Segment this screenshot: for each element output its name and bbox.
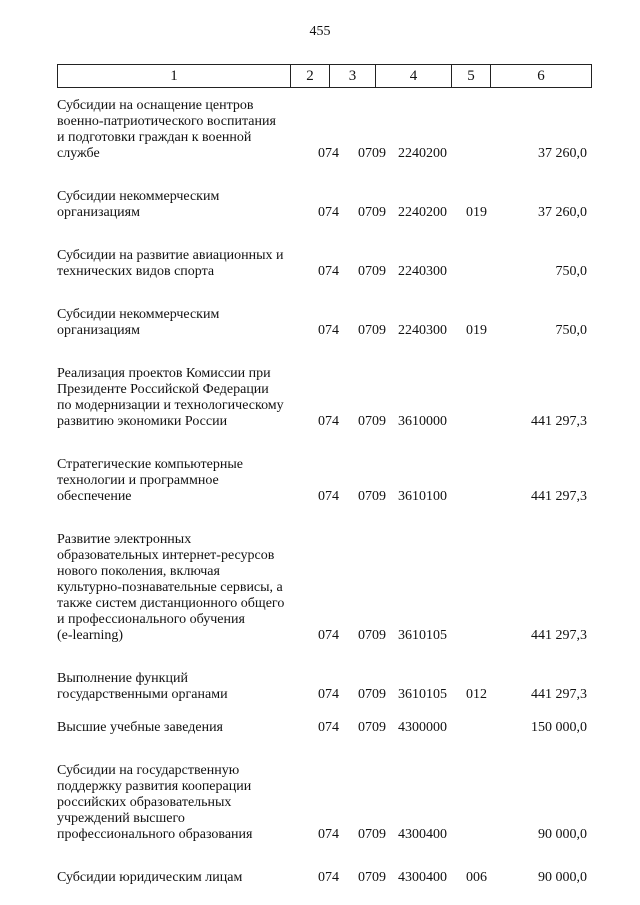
amount: 150 000,0 (531, 720, 587, 735)
description-line: по модернизации и технологическому (57, 398, 284, 413)
ministry-code: 074 (318, 827, 339, 842)
description-line: поддержку развития кооперации (57, 779, 252, 794)
row-description (57, 98, 289, 162)
section-code: 0709 (358, 323, 386, 338)
target-article-code: 3610105 (398, 687, 447, 702)
table-row (57, 457, 587, 505)
row-description (57, 720, 289, 736)
description-line: учреждений высшего (57, 811, 185, 826)
table-row (57, 248, 587, 280)
description-line: также систем дистанционного общего (57, 596, 285, 611)
row-description (57, 189, 289, 221)
page-number: 455 (309, 24, 331, 39)
ministry-code: 074 (318, 414, 339, 429)
amount: 441 297,3 (531, 687, 587, 702)
description-line: российских образовательных (57, 795, 232, 810)
column-header-5: 5 (452, 65, 491, 88)
expense-type-code: 019 (466, 323, 487, 338)
target-article-code: 2240300 (398, 323, 447, 338)
table-row (57, 189, 587, 221)
target-article-code: 2240300 (398, 264, 447, 279)
section-code: 0709 (358, 264, 386, 279)
column-header-4: 4 (376, 65, 452, 88)
description-line: Субсидии некоммерческим (57, 189, 220, 204)
row-description (57, 366, 289, 430)
ministry-code: 074 (318, 687, 339, 702)
ministry-code: 074 (318, 720, 339, 735)
section-code: 0709 (358, 628, 386, 643)
description-line: технологии и программное (57, 473, 219, 488)
description-line: Субсидии юридическим лицам (57, 870, 243, 885)
description-line: Стратегические компьютерные (57, 457, 243, 472)
amount: 90 000,0 (538, 870, 587, 885)
description-line: Президенте Российской Федерации (57, 382, 269, 397)
description-line: военно-патриотического воспитания (57, 114, 276, 129)
ministry-code: 074 (318, 870, 339, 885)
description-line: профессионального образования (57, 827, 253, 842)
amount: 441 297,3 (531, 628, 587, 643)
description-line: Реализация проектов Комиссии при (57, 366, 271, 381)
column-header-3: 3 (330, 65, 376, 88)
amount: 750,0 (555, 323, 587, 338)
ministry-code: 074 (318, 146, 339, 161)
ministry-code: 074 (318, 489, 339, 504)
description-line: государственными органами (57, 687, 228, 702)
row-description (57, 763, 289, 843)
amount: 37 260,0 (538, 146, 587, 161)
section-code: 0709 (358, 489, 386, 504)
amount: 37 260,0 (538, 205, 587, 220)
description-line: организациям (57, 205, 140, 220)
description-line: технических видов спорта (57, 264, 215, 279)
column-header-6: 6 (491, 65, 592, 88)
ministry-code: 074 (318, 628, 339, 643)
target-article-code: 4300000 (398, 720, 447, 735)
ministry-code: 074 (318, 205, 339, 220)
table-row (57, 532, 587, 644)
description-line: службе (57, 146, 100, 161)
section-code: 0709 (358, 687, 386, 702)
amount: 441 297,3 (531, 489, 587, 504)
description-line: и профессионального обучения (57, 612, 245, 627)
target-article-code: 4300400 (398, 870, 447, 885)
expense-type-code: 019 (466, 205, 487, 220)
target-article-code: 4300400 (398, 827, 447, 842)
description-line: Развитие электронных (57, 532, 192, 547)
target-article-code: 3610105 (398, 628, 447, 643)
section-code: 0709 (358, 146, 386, 161)
expense-type-code: 006 (466, 870, 487, 885)
row-description (57, 870, 289, 886)
description-line: организациям (57, 323, 140, 338)
description-line: Субсидии на развитие авиационных и (57, 248, 284, 263)
amount: 441 297,3 (531, 414, 587, 429)
table-row (57, 366, 587, 430)
row-description (57, 671, 289, 703)
budget-rows (57, 98, 587, 886)
column-header-row (58, 65, 592, 88)
amount: 750,0 (555, 264, 587, 279)
target-article-code: 2240200 (398, 146, 447, 161)
table-row (57, 720, 587, 736)
amount: 90 000,0 (538, 827, 587, 842)
description-line: Высшие учебные заведения (57, 720, 223, 735)
description-line: обеспечение (57, 489, 132, 504)
target-article-code: 3610000 (398, 414, 447, 429)
expense-type-code: 012 (466, 687, 487, 702)
description-line: образовательных интернет-ресурсов (57, 548, 275, 563)
ministry-code: 074 (318, 264, 339, 279)
target-article-code: 3610100 (398, 489, 447, 504)
row-description (57, 307, 289, 339)
column-header-1: 1 (58, 65, 291, 88)
description-line: Субсидии на государственную (57, 763, 240, 778)
description-line: Субсидии некоммерческим (57, 307, 220, 322)
description-line: развитию экономики России (57, 414, 228, 429)
description-line: (e-learning) (57, 628, 124, 643)
column-header-2: 2 (291, 65, 330, 88)
section-code: 0709 (358, 414, 386, 429)
ministry-code: 074 (318, 323, 339, 338)
description-line: нового поколения, включая (57, 564, 220, 579)
table-row (57, 763, 587, 843)
column-header-table (57, 64, 592, 88)
section-code: 0709 (358, 720, 386, 735)
section-code: 0709 (358, 205, 386, 220)
table-row (57, 870, 587, 886)
row-description (57, 532, 289, 644)
description-line: культурно-познавательные сервисы, а (57, 580, 283, 595)
row-description (57, 248, 289, 280)
table-row (57, 307, 587, 339)
row-description (57, 457, 289, 505)
table-row (57, 98, 587, 162)
description-line: Выполнение функций (57, 671, 188, 686)
section-code: 0709 (358, 827, 386, 842)
description-line: Субсидии на оснащение центров (57, 98, 254, 113)
target-article-code: 2240200 (398, 205, 447, 220)
section-code: 0709 (358, 870, 386, 885)
description-line: и подготовки граждан к военной (57, 130, 252, 145)
table-row (57, 671, 587, 703)
